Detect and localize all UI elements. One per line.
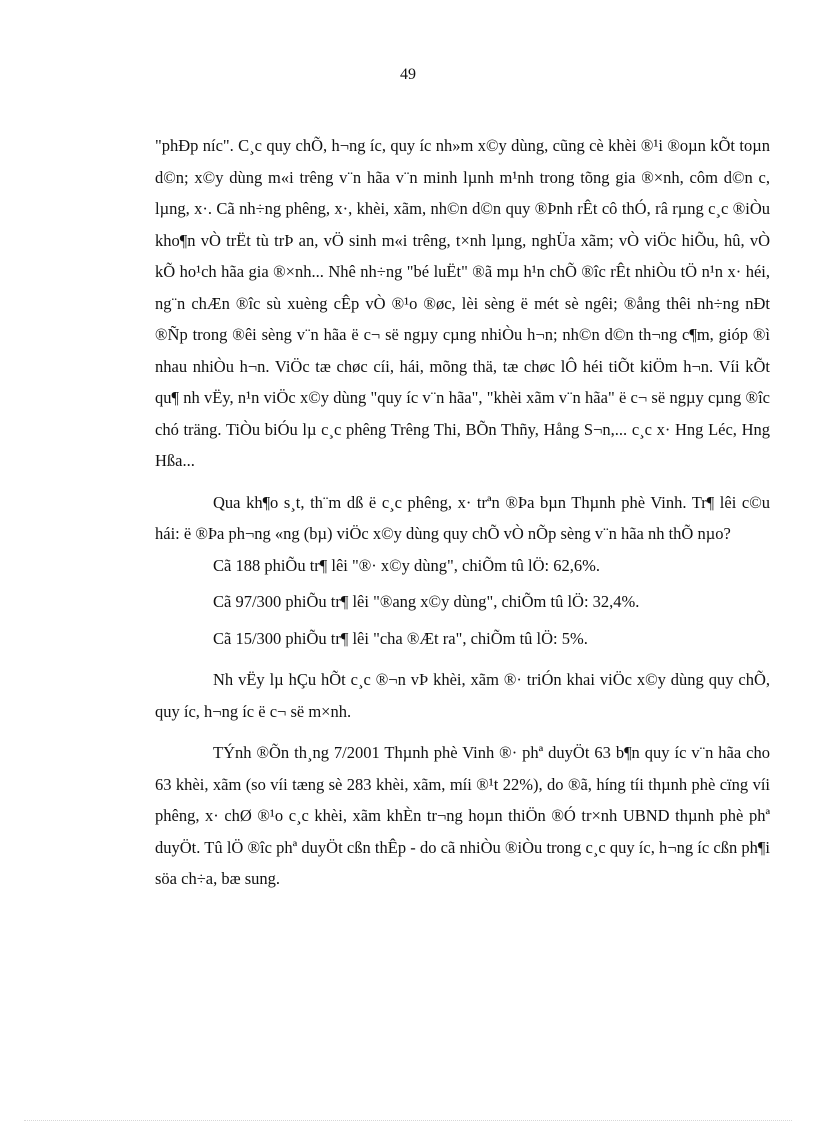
page-bottom-rule — [24, 1120, 792, 1121]
stat-line: Cã 15/300 phiÕu tr¶ lêi "cha ®Æt ra", chiÕm tû lÖ: 5%. — [213, 628, 588, 648]
paragraph: Nh vËy lµ hÇu hÕt c¸c ®¬n vÞ khèi, xãm ®· triÓn khai viÖc x©y dùng quy chÕ, quy íc, h¬ng íc ë c¬ së m×nh. — [155, 670, 770, 721]
stat-line: Cã 97/300 phiÕu tr¶ lêi "®ang x©y dùng", chiÕm tû lÖ: 32,4%. — [213, 592, 640, 611]
page-number: 49 — [400, 66, 416, 83]
paragraph: Qua kh¶o s¸t, th¨m dß ë c¸c phêng, x· trªn ®Þa bµn Thµnh phè Vinh. Tr¶ lêi c©u hái: ë ®Þa ph¬ng «ng (bµ) viÖc x©y dùng quy chÕ vÒ nÕp sèng v¨n hãa nh thÕ nµo? — [155, 492, 770, 543]
document-body — [155, 130, 770, 895]
paragraph: "phÐp níc". C¸c quy chÕ, h¬ng íc, quy íc nh»m x©y dùng, cũng cè khèi ®¹i ®oµn kÕt toµn d©n; x©y dùng m«i trêng v¨n hãa v¨n minh lµnh m¹nh trong tõng gia ®×nh, côm d©n c, lµng, x·. Cã nh÷ng phêng, x·, khèi, xãm, nh©n d©n quy ®Þnh rÊt cô thÓ, râ rµng c¸c ®iÒu kho¶n vÒ trËt tù trÞ an, vÖ sinh m«i trêng, t×nh lµng, nghÜa xãm; vÒ viÖc hiÕu, hû, vÒ kÕ ho¹ch hãa gia ®×nh... Nhê nh÷ng "bé luËt" ®ã mµ h¹n chÕ ®îc rÊt nhiÒu tÖ n¹n x· héi, ng¨n chÆn ®îc sù xuèng cÊp vÒ ®¹o ®øc, lèi sèng ë mét sè ngêi; ®ång thêi nh÷ng nÐt ®Ñp trong ®êi sèng v¨n hãa ë c¬ së ngµy cµng nhiÒu h¬n; nh©n d©n th¬ng c¶m, gióp ®ì nhau nhiÒu h¬n. ViÖc tæ chøc cíi, hái, mõng thä, tæ chøc lÔ héi tiÕt kiÖm h¬n. Víi kÕt qu¶ nh vËy, n¹n viÖc x©y dùng "quy íc v¨n hãa", "khèi xãm v¨n hãa" ë c¬ së ngµy cµng ®îc chó träng. TiÒu biÓu lµ c¸c phêng Trêng Thi, BÕn Thñy, Hång S¬n,... c¸c x· Hng Léc, Hng Hßa... — [155, 136, 770, 470]
stat-line: Cã 188 phiÕu tr¶ lêi "®· x©y dùng", chiÕm tû lÖ: 62,6%. — [213, 555, 600, 575]
paragraph: TÝnh ®Õn th¸ng 7/2001 Thµnh phè Vinh ®· phª duyÖt 63 b¶n quy íc v¨n hãa cho 63 khèi, xãm (so víi tæng sè 283 khèi, xãm, míi ®¹t 22%), do ®ã, híng tíi thµnh phè cïng víi phêng, x· chØ ®¹o c¸c khèi, xãm khÈn tr¬ng hoµn thiÖn ®Ó tr×nh UBND thµnh phè phª duyÖt. Tû lÖ ®îc phª duyÖt cßn thÊp - do cã nhiÒu ®iÒu trong c¸c quy íc, h¬ng íc cßn ph¶i söa ch÷a, bæ sung. — [155, 743, 770, 888]
